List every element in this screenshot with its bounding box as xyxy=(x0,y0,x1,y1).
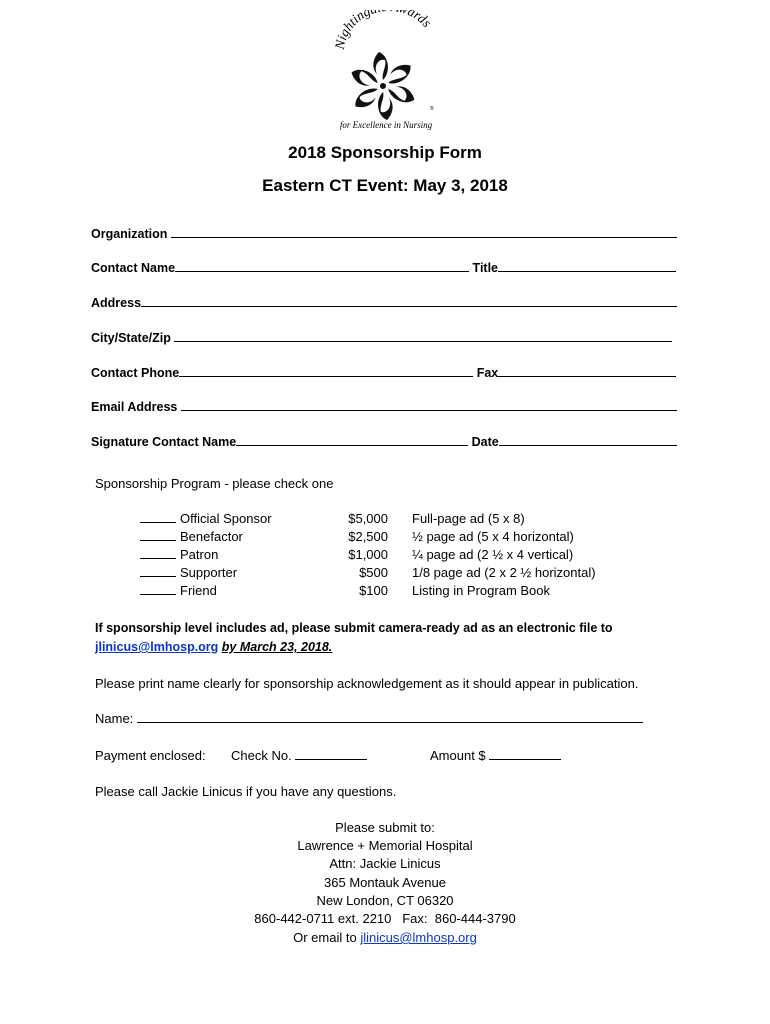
level-price: $500 xyxy=(359,565,388,580)
questions-note: Please call Jackie Linicus if you have any questions. xyxy=(95,784,397,799)
submit-org: Lawrence + Memorial Hospital xyxy=(297,838,473,853)
submit-email-line xyxy=(0,930,770,945)
level-price: $100 xyxy=(359,583,388,598)
sponsorship-level-row[interactable] xyxy=(140,547,218,562)
city-state-zip-line[interactable] xyxy=(174,330,672,342)
svg-text:Nightingale Awards: Nighting ards xyxy=(331,10,435,51)
submit-attn: Attn: Jackie Linicus xyxy=(329,856,441,871)
amount-field[interactable] xyxy=(430,748,561,763)
print-name-note: Please print name clearly for sponsorship acknowledgement as it should appear in publication. xyxy=(95,676,639,691)
level-check-blank[interactable] xyxy=(140,511,176,523)
email-address-line[interactable] xyxy=(181,399,677,411)
svg-text:®: ® xyxy=(430,106,434,112)
level-name: Supporter xyxy=(180,565,238,580)
address-line[interactable] xyxy=(141,295,677,307)
submit-heading: Please submit to: xyxy=(335,820,435,835)
signature-contact-name-line[interactable] xyxy=(236,434,468,446)
submit-street: 365 Montauk Avenue xyxy=(324,875,446,890)
level-check-blank[interactable] xyxy=(140,583,176,595)
ad-deadline: by March 23, 2018. xyxy=(221,640,333,654)
ad-notice-line2 xyxy=(95,640,332,654)
email-address-label: Email Address xyxy=(91,400,178,414)
level-benefit: Listing in Program Book xyxy=(412,583,551,598)
level-name: Friend xyxy=(180,583,217,598)
level-name: Official Sponsor xyxy=(180,511,272,526)
level-benefit: Full-page ad (5 x 8) xyxy=(412,511,525,526)
ad-notice-text: If sponsorship level includes ad, please submit camera-ready ad as an electronic file to xyxy=(95,621,613,635)
submit-phone-fax: 860-442-0711 ext. 2210 Fax: 860-444-3790 xyxy=(254,911,516,926)
level-benefit: ¼ page ad (2 ½ x 4 vertical) xyxy=(412,547,574,562)
organization-line[interactable] xyxy=(171,226,677,238)
amount-line[interactable] xyxy=(489,748,561,760)
nightingale-awards-logo xyxy=(326,10,446,132)
sponsorship-level-row[interactable] xyxy=(140,529,243,544)
submit-city: New London, CT 06320 xyxy=(316,893,454,908)
name-field[interactable] xyxy=(95,711,643,726)
name-line[interactable] xyxy=(137,711,643,723)
level-name: Benefactor xyxy=(180,529,243,544)
amount-label: Amount $ xyxy=(430,748,486,763)
contact-name-field[interactable] xyxy=(91,260,676,275)
level-benefit: 1/8 page ad (2 x 2 ½ horizontal) xyxy=(412,565,596,580)
city-state-zip-field[interactable] xyxy=(91,330,672,345)
contact-phone-field[interactable] xyxy=(91,365,676,380)
contact-name-line[interactable] xyxy=(175,260,469,272)
svg-text:for Excellence in Nursing: for Excellence in Nursing xyxy=(339,120,433,130)
submit-email-link[interactable]: jlinicus@lmhosp.org xyxy=(360,930,477,945)
date-line[interactable] xyxy=(499,434,677,446)
city-state-zip-label: City/State/Zip xyxy=(91,331,171,345)
level-check-blank[interactable] xyxy=(140,547,176,559)
contact-name-label: Contact Name xyxy=(91,261,176,275)
sponsorship-level-row[interactable] xyxy=(140,565,237,580)
title-line[interactable] xyxy=(498,260,676,272)
contact-phone-label: Contact Phone xyxy=(91,366,180,380)
nightingale-flower-icon xyxy=(326,10,446,132)
level-price: $5,000 xyxy=(348,511,388,526)
signature-contact-name-field[interactable] xyxy=(91,434,677,449)
organization-field[interactable] xyxy=(91,226,677,241)
check-number-label: Check No. xyxy=(231,748,292,763)
sponsorship-level-row[interactable] xyxy=(140,583,217,598)
ad-notice xyxy=(95,621,613,635)
level-name: Patron xyxy=(180,547,219,562)
program-heading: Sponsorship Program - please check one xyxy=(95,476,334,491)
payment-label: Payment enclosed: xyxy=(95,748,206,763)
fax-line[interactable] xyxy=(498,365,676,377)
check-number-line[interactable] xyxy=(295,748,367,760)
level-price: $1,000 xyxy=(348,547,388,562)
organization-label: Organization xyxy=(91,227,168,241)
signature-contact-name-label: Signature Contact Name xyxy=(91,435,237,449)
title-label: Title xyxy=(472,261,499,275)
fax-label: Fax xyxy=(476,366,499,380)
sponsorship-level-row[interactable] xyxy=(140,511,272,526)
contact-phone-line[interactable] xyxy=(179,365,473,377)
level-price: $2,500 xyxy=(348,529,388,544)
level-check-blank[interactable] xyxy=(140,529,176,541)
event-subtitle: Eastern CT Event: May 3, 2018 xyxy=(262,176,508,195)
name-label: Name: xyxy=(95,711,134,726)
check-number-field[interactable] xyxy=(231,748,367,763)
level-benefit: ½ page ad (5 x 4 horizontal) xyxy=(412,529,574,544)
address-field[interactable] xyxy=(91,295,677,310)
level-check-blank[interactable] xyxy=(140,565,176,577)
submit-email-prefix: Or email to xyxy=(293,930,357,945)
date-label: Date xyxy=(471,435,499,449)
ad-email-link[interactable]: jlinicus@lmhosp.org xyxy=(95,640,219,654)
form-title: 2018 Sponsorship Form xyxy=(288,143,482,162)
email-address-field[interactable] xyxy=(91,399,677,414)
address-label: Address xyxy=(91,296,142,310)
